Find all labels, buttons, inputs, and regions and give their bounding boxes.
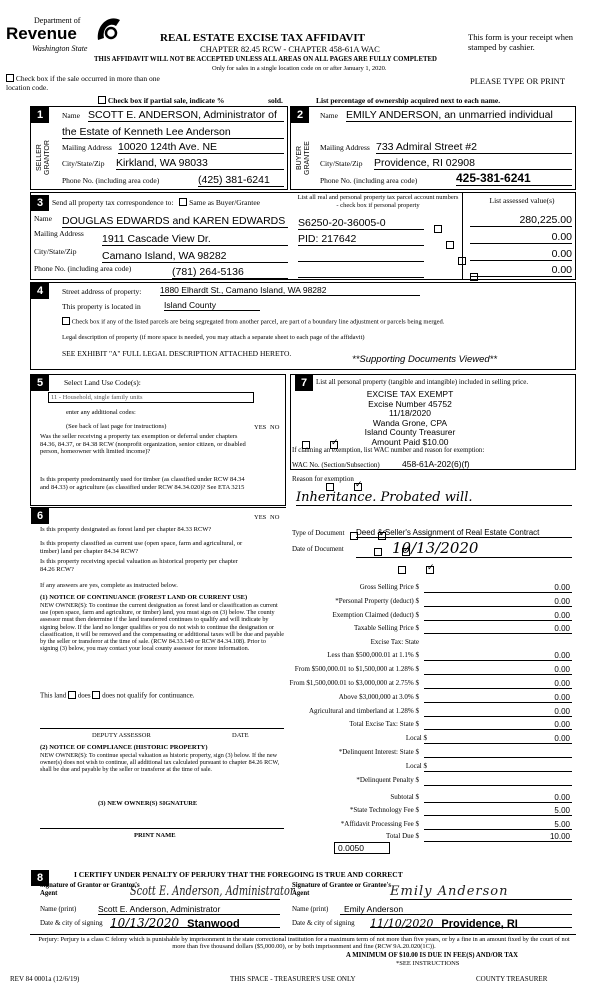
exhibit-text: SEE EXHIBIT "A" FULL LEGAL DESCRIPTION ATTACHED HERETO. [62,349,292,358]
sec5-q2: Is this property predominantly used for timber (as classified under RCW 84.34 and 84.33) or agriculture (as classified under RCW 84.34.020)? See ETA 3215 [40,476,245,491]
deputy-date-label: DATE [232,732,249,739]
tax-row-label: Taxable Selling Price $ [353,624,419,632]
tax-name-field[interactable]: DOUGLAS EDWARDS and KAREN EDWARDS [62,215,288,228]
local-rate-field[interactable]: 0.0050 [334,842,390,854]
segregated-checkbox[interactable] [62,317,70,325]
wac-field[interactable]: 458-61A-202(6)(f) [402,459,572,470]
logo-swoosh-icon [94,14,122,44]
does-not-label: does not qualify for continuance. [102,691,195,700]
section-8-number: 8 [31,870,49,886]
grantee-name-label: Name (print) [292,905,329,913]
street-label: Street address of property: [62,287,142,296]
if-any-yes: If any answers are yes, complete as instructed below. [40,582,178,589]
continuance-text: NEW OWNER(S): To continue the current designation as forest land or classification as current use (open space, farm and agriculture, or timber) land, you must sign on (3) below. The county assessor must then determine if the land transferred continues to qualify and will indicate by signing below. If the land no longer qualifies or you do not wish to continue the designation or classification, it will be removed and the compensating or additional taxes will be due and payable by the seller or transferor at the time of sale. (RCW 84.33.140 or RCW 84.34.108). Prior to signing (3) below, you may contact your local county assessor for more information. [40,602,284,653]
assessed-header: List assessed value(s) [489,196,555,205]
multiloc-label: Check box if the sale occurred in more than one location code. [6,74,160,93]
tax-row-label: *State Technology Fee $ [349,806,419,814]
tax-phone-field[interactable]: (781) 264-5136 [172,266,288,279]
grantor-date-row [110,914,280,928]
grantee-signature-ink: Emily Anderson [390,884,509,899]
tax-row-value[interactable]: 0.00 [554,583,570,592]
seller-city-field[interactable]: Kirkland, WA 98033 [116,157,284,170]
partial-row [98,96,318,105]
reason-label: Reason for exemption [292,475,354,483]
see-instructions: *SEE INSTRUCTIONS [396,960,460,967]
segregated-label: Check box if any of the listed parcels are being segregated from another parcel, are part of a boundary line adjustment or parcels being merged. [71,318,445,326]
form-title: REAL ESTATE EXCISE TAX AFFIDAVIT [160,32,365,44]
tax-row-value[interactable]: 0.00 [554,597,570,606]
tax-row-label: *Delinquent Interest: State $ [338,748,419,756]
additional-codes-label: enter any additional codes: [66,409,136,416]
section-5-number: 5 [31,375,49,391]
tax-row-value[interactable]: 0.00 [554,651,570,660]
tax-row-value[interactable]: 0.00 [554,679,570,688]
tax-row-value[interactable]: 0.00 [554,734,570,743]
tax-row-label: Local $ [405,734,427,742]
grantee-city[interactable]: Providence, RI [441,918,518,930]
parcel-1[interactable]: S6250-20-36005-0 [298,217,424,230]
doctype-field[interactable]: Deed & Seller's Assignment of Real Estate Contract [356,528,572,538]
grantor-city[interactable]: Stanwood [187,918,240,930]
tax-city-label: City/State/Zip [34,247,77,256]
sec5-yes: YES [254,424,267,431]
sec6-q3: Is this property receiving special valuation as historical property per chapter 84.26 RCW? [40,558,238,573]
tax-row-line [424,785,572,786]
sec5-no: NO [270,424,280,431]
grantee-signature[interactable] [390,880,572,900]
historic-title: (2) NOTICE OF COMPLIANCE (HISTORIC PROPERTY) [40,744,208,751]
sec6-no: NO [270,514,280,521]
tax-row-value[interactable]: 0.00 [554,793,570,802]
tax-row-line [424,802,572,803]
stamp-line-2: Excise Number 45752 [368,398,452,409]
assessed-4[interactable]: 0.00 [470,264,572,277]
seller-name2-field[interactable]: the Estate of Kenneth Lee Anderson [62,126,284,139]
buyer-addr-label: Mailing Address [320,143,370,152]
section-4-number: 4 [31,283,49,299]
please-type: PLEASE TYPE OR PRINT [470,76,566,86]
stamp-line-6: Amount Paid $10.00 [371,436,449,447]
multiloc-checkbox[interactable] [6,74,14,82]
seller-phone-field[interactable]: (425) 381-6241 [198,174,284,187]
rev-number: REV 84 0001a (12/6/19) [10,975,80,983]
tax-row-line [424,771,572,772]
tax-row-line [424,729,572,730]
historic-text: NEW OWNER(S): To continue special valuation as historic property, sign (3) below. If the new owner(s) does not wish to continue, all additional tax calculated pursuant to chapter 84.26 RCW, shall be due and payable by the seller or transferor at the time of sale. [40,752,280,774]
seller-addr-field[interactable]: 10020 124th Ave. NE [118,141,284,154]
parcel-2-personal-checkbox[interactable] [446,241,454,249]
parcel-header: List all real and personal property tax parcel account numbers - check box if personal property [297,194,459,209]
grantor-name-field[interactable]: Scott E. Anderson, Administrator [98,904,280,915]
form-chapter: CHAPTER 82.45 RCW - CHAPTER 458-61A WAC [200,44,380,54]
send-label: Send all property tax correspondence to: [52,198,174,207]
land-use-select[interactable]: 11 - Household, single family units [48,392,254,403]
doctype-label: Type of Document [292,529,345,537]
stamp-line-1: EXCISE TAX EXEMPT [366,389,454,399]
certify-text: I CERTIFY UNDER PENALTY OF PERJURY THAT THE FOREGOING IS TRUE AND CORRECT [74,870,403,879]
seller-label: SELLER GRANTOR [36,140,51,176]
legal-label: Legal description of property (if more space is needed, you may attach a separate sheet to each page of the affidavit) [62,334,365,341]
tax-phone-label: Phone No. (including area code) [34,264,132,273]
tax-row-line [424,757,572,758]
sec6-q1: Is this property designated as forest land per chapter 84.33 RCW? [40,526,212,533]
parcel-2[interactable]: PID: 217642 [298,233,424,246]
form-note: Only for sales in a single location code on or after January 1, 2020. [212,65,387,72]
stamp-line-5: Island County Treasurer [364,427,456,437]
historic-yes-checkbox[interactable] [398,566,406,574]
section-1-number: 1 [31,107,49,123]
grantor-signature-ink: Scott E. Anderson, Administrator [130,884,295,899]
stamp-line-3: 11/18/2020 [389,408,431,418]
claiming-label: If claiming an exemption, list WAC number and reason for exemption: [292,447,485,454]
grantee-sig-label: Signature of Grantee or Grantee's Agent [292,882,392,897]
tax-row-value[interactable]: 0.00 [554,624,570,633]
assessed-2[interactable]: 0.00 [470,231,572,244]
parcel-4[interactable] [298,265,424,278]
street-field[interactable]: 1880 Elhardt St., Camano Island, WA 98282 [160,285,420,296]
dor-logo [6,14,126,58]
tax-row-label: Total Due $ [386,832,419,840]
tax-row-line [424,702,572,703]
tax-row-line [424,606,572,607]
tax-row-line [424,592,572,593]
minimum-note: A MINIMUM OF $10.00 IS DUE IN FEE(S) AND/OR TAX [346,952,519,959]
buyer-name-label: Name [320,111,338,120]
buyer-name-field[interactable]: EMILY ANDERSON, an unmarried individual [346,109,572,122]
parcel-3[interactable] [298,249,424,262]
parcel-1-personal-checkbox[interactable] [434,225,442,233]
section-2-number: 2 [291,107,309,123]
multiloc-row [6,74,166,92]
grantee-date[interactable]: 11/10/2020 [370,917,434,930]
new-owner-sig-label: (3) NEW OWNER(S) SIGNATURE [98,800,198,807]
personal-property-label: List all personal property (tangible and intangible) included in selling price. [316,378,529,386]
docdate-field[interactable]: 10/13/2020 [356,539,572,558]
tax-row-value[interactable]: 0.00 [554,665,570,674]
seller-addr-label: Mailing Address [62,143,112,152]
perjury-text: Perjury: Perjury is a class C felony which is punishable by imprisonment in the state correctional institution for a maximum term of not more than five years, or by a fine in an amount fixed by the court of not more than five thousand dollars ($5,000.00), or by both imprisonment and fine (RCW 9A.20.020(1C)). [38,936,570,951]
does-not-checkbox[interactable] [92,691,100,699]
tax-row-line [424,688,572,689]
receipt-note: This form is your receipt when stamped by cashier. [468,32,574,52]
tax-row-value[interactable]: 5.00 [554,820,570,829]
continuance-title: (1) NOTICE OF CONTINUANCE (FOREST LAND OR CURRENT USE) [40,594,248,601]
tax-row-line [424,660,572,661]
tax-row-label: Less than $500,000.01 at 1.1% $ [327,651,419,659]
county-label: This property is located in [62,302,141,311]
tax-row-label: Agricultural and timberland at 1.28% $ [308,707,419,715]
partial-sold: sold. [268,96,283,105]
grantee-date-row [370,914,572,928]
grantee-name-field[interactable]: Emily Anderson [340,904,572,915]
grantor-signature[interactable] [130,880,295,900]
grantor-date-label: Date & city of signing [40,919,103,927]
logo-state: Washington State [32,44,88,53]
see-back-note: (See back of last page for instructions) [66,423,167,430]
reason-field[interactable]: Inheritance. Probated will. [296,490,572,506]
county-field[interactable]: Island County [164,300,260,311]
tax-name-label: Name [34,214,52,223]
segregated-row [62,318,572,326]
treasurer-space: THIS SPACE - TREASURER'S USE ONLY [230,975,356,983]
seller-city-label: City/State/Zip [62,159,105,168]
buyer-city-field[interactable]: Providence, RI 02908 [374,157,572,170]
buyer-label: BUYER GRANTEE [296,141,311,175]
partial-checkbox[interactable] [98,96,106,104]
tax-row-line [424,674,572,675]
tax-row-line [424,829,572,830]
same-as-buyer-checkbox[interactable] [179,198,187,206]
seller-phone-label: Phone No. (including area code) [62,176,160,185]
tax-row-value[interactable]: 0.00 [554,720,570,729]
tax-row-label: *Personal Property (deduct) $ [335,597,419,605]
tax-row-value[interactable]: 0.00 [554,693,570,702]
assessed-3[interactable]: 0.00 [470,248,572,261]
tax-row-value[interactable]: 10.00 [549,832,570,841]
tax-row-line [424,743,572,744]
buyer-phone-field[interactable]: 425-381-6241 [456,171,572,186]
sec5-q1: Was the seller receiving a property tax exemption or deferral under chapters 84.36, 84.37, or 84.38 RCW (nonprofit organization, senior citizen, or disabled person, homeowner with limited income)? [40,433,246,455]
does-checkbox[interactable] [68,691,76,699]
send-correspondence [52,198,292,207]
docdate-label: Date of Document [292,545,344,553]
grantor-sig-label: Signature of Grantor or Grantor's Agent [40,882,140,897]
buyer-city-label: City/State/Zip [320,159,363,168]
county-treasurer: COUNTY TREASURER [476,975,548,983]
form-warning: THIS AFFIDAVIT WILL NOT BE ACCEPTED UNLESS ALL AREAS ON ALL PAGES ARE FULLY COMPLETED [94,56,437,63]
tax-row-label: Gross Selling Price $ [359,583,419,591]
grantor-name-label: Name (print) [40,905,77,913]
sec6-q2: Is this property classified as current use (open space, farm and agricultural, or timber) land per chapter 84.34 RCW? [40,540,243,555]
tax-row-label: Excise Tax: State [370,638,419,646]
tax-addr-field[interactable]: 1911 Cascade View Dr. [102,233,288,246]
buyer-addr-field[interactable]: 733 Admiral Street #2 [376,141,572,154]
tax-row-line [424,815,572,816]
print-name-label: PRINT NAME [134,832,176,839]
ownership-note: List percentage of ownership acquired next to each name. [316,96,501,105]
tax-row-label: Above $3,000,000 at 3.0% $ [338,693,419,701]
buyer-phone-label: Phone No. (including area code) [320,176,418,185]
grantor-date[interactable]: 10/13/2020 [110,916,180,930]
logo-revenue: Revenue [6,24,77,43]
logo-dept: Department of [34,16,81,25]
section-3-number: 3 [31,195,49,211]
sec6-yes: YES [254,514,267,521]
tax-city-field[interactable]: Camano Island, WA 98282 [102,250,288,263]
deputy-assessor-label: DEPUTY ASSESSOR [92,732,151,739]
land-use-label: Select Land Use Code(s): [64,378,141,387]
exempt-stamp [330,390,490,447]
grantee-date-label: Date & city of signing [292,919,355,927]
tax-row-label: Exemption Claimed (deduct) $ [332,611,419,619]
same-label: Same as Buyer/Grantee [189,198,260,207]
tax-row-value[interactable]: 0.00 [554,707,570,716]
section-6-number: 6 [31,508,49,524]
seller-name-label: Name [62,111,80,120]
historic-no-checkbox[interactable] [426,566,434,574]
tax-row-value[interactable]: 0.00 [554,611,570,620]
partial-label: Check box if partial sale, indicate % [107,96,225,105]
section-7-number: 7 [295,375,313,391]
does-label: does [77,691,91,700]
tax-row-line [424,620,572,621]
tax-addr-label: Mailing Address [34,229,84,238]
seller-name-field[interactable]: SCOTT E. ANDERSON, Administrator of [88,109,284,122]
tax-row-label: From $1,500,000.01 to $3,000,000 at 2.75% $ [289,679,419,687]
assessed-1[interactable]: 280,225.00 [470,214,572,227]
parcel-3-personal-checkbox[interactable] [458,257,466,265]
tax-row-label: *Delinquent Penalty $ [356,776,419,784]
tax-row-value[interactable]: 5.00 [554,806,570,815]
stamp-line-4: Wanda Grone, CPA [372,417,448,428]
tax-row-label: Total Excise Tax: State $ [349,720,419,728]
tax-row-label: *Affidavit Processing Fee $ [340,820,419,828]
tax-row-line [424,841,572,842]
tax-row-line [424,633,572,634]
wac-label: WAC No. (Section/Subsection) [292,461,380,469]
tax-row-line [424,716,572,717]
this-land-label: This land [40,691,67,700]
tax-row-label: From $500,000.01 to $1,500,000 at 1.28% $ [294,665,419,673]
supporting-docs-stamp: **Supporting Documents Viewed** [352,354,498,365]
tax-row-label: Subtotal $ [390,793,419,801]
tax-row-label: Local $ [405,762,427,770]
